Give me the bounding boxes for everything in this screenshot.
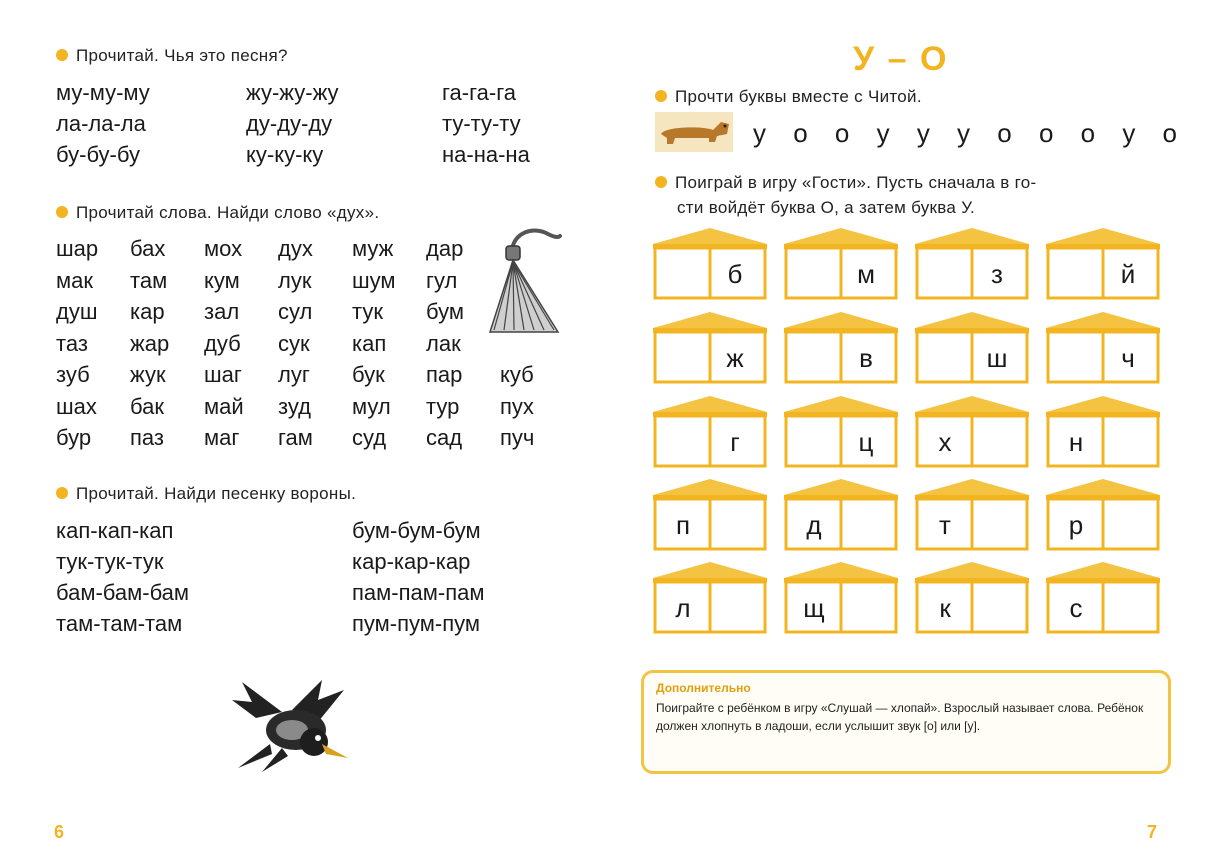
letter-house	[1044, 477, 1162, 551]
word-cell: маг	[204, 425, 240, 450]
word-cell: таз	[56, 330, 88, 356]
parent-note-box	[641, 670, 1171, 774]
house-left-room	[659, 420, 707, 464]
house-left-room	[921, 336, 969, 380]
word-cell: зал	[204, 299, 240, 324]
word-cell: шум	[352, 267, 396, 293]
house-right-room: г	[730, 427, 740, 457]
letter-house	[651, 226, 769, 300]
letter-house	[913, 394, 1031, 468]
syllable-chain: пам-пам-пам	[352, 580, 485, 605]
house-right-room: з	[991, 259, 1003, 289]
word-cell: дуб	[204, 330, 241, 356]
house-right-room	[842, 586, 890, 630]
dachshund-illustration	[655, 112, 733, 152]
syllable-chain: пум-пум-пум	[352, 611, 481, 636]
syllable-chain: на-на-на	[442, 142, 530, 167]
word-cell: дух	[278, 236, 313, 261]
letter-house	[1044, 310, 1162, 384]
letter-house	[913, 310, 1031, 384]
word-cell: сад	[426, 425, 463, 450]
word-cell: зуб	[56, 362, 90, 387]
word-cell: кум	[204, 267, 240, 293]
word-cell: бум	[426, 299, 464, 324]
right-page	[607, 0, 1214, 865]
bullet-icon	[655, 90, 667, 102]
bullet-icon	[56, 206, 68, 218]
house-right-room: ц	[858, 427, 874, 457]
instruction-words: Прочитай слова. Найди слово «дух».	[56, 203, 379, 223]
syllable-chain: ду-ду-ду	[246, 111, 333, 136]
house-left-room	[790, 336, 838, 380]
page-title: У – О	[853, 40, 949, 78]
house-left-room: щ	[803, 593, 825, 623]
word-cell: лук	[278, 267, 312, 293]
house-right-room: м	[857, 259, 875, 289]
house-left-room	[921, 252, 969, 296]
instruction-read-letters: Прочти буквы вместе с Читой.	[655, 87, 922, 107]
word-cell: бук	[352, 362, 385, 387]
house-grid	[651, 226, 1171, 636]
word-cell: дар	[426, 236, 464, 261]
house-right-room	[1104, 503, 1152, 547]
house-left-room	[659, 336, 707, 380]
house-right-room	[711, 586, 759, 630]
house-left-room: к	[939, 593, 951, 623]
word-cell: там	[130, 267, 168, 293]
house-left-room	[659, 252, 707, 296]
syllable-chain: бум-бум-бум	[352, 518, 481, 543]
house-left-room: р	[1068, 510, 1084, 540]
syllable-chain: жу-жу-жу	[246, 80, 339, 105]
house-right-room: ч	[1121, 343, 1135, 373]
letter-house	[913, 560, 1031, 634]
note-text: Поиграйте с ребёнком в игру «Слушай — хлопай». Взрослый называет слова. Ребёнок должен хлопнуть в ладоши, если услышит звук [о] или [у].	[656, 701, 1144, 733]
word-cell: тук	[352, 299, 383, 324]
syllable-chain: ла-ла-ла	[56, 111, 146, 136]
word-cell: мох	[204, 236, 243, 261]
house-left-room	[790, 252, 838, 296]
word-cell: мул	[352, 393, 391, 419]
bullet-icon	[56, 49, 68, 61]
house-left-room: л	[675, 593, 691, 623]
letter-house	[913, 226, 1031, 300]
house-right-room	[711, 503, 759, 547]
word-cell: паз	[130, 425, 164, 450]
word-cell: шах	[56, 393, 97, 419]
syllable-chain: га-га-га	[442, 80, 516, 105]
house-right-room: б	[727, 259, 743, 289]
syllable-chain: ту-ту-ту	[442, 111, 521, 136]
word-cell: кап	[352, 330, 387, 356]
house-right-room	[1104, 420, 1152, 464]
letter-house	[913, 477, 1031, 551]
word-cell: душ	[56, 299, 98, 324]
syllable-column-2	[246, 80, 339, 173]
letter-house	[651, 394, 769, 468]
letter-house	[782, 310, 900, 384]
syllable-chain: бу-бу-бу	[56, 142, 141, 167]
word-cell: пар	[426, 362, 463, 387]
word-cell: лак	[426, 330, 461, 356]
house-left-room	[790, 420, 838, 464]
house-right-room: в	[859, 343, 873, 373]
house-right-room	[973, 503, 1021, 547]
syllable-chain: там-там-там	[56, 611, 183, 636]
instruction-guests-game: Поиграй в игру «Гости». Пусть сначала в го-	[655, 173, 1036, 193]
house-right-room	[973, 420, 1021, 464]
instruction-song: Прочитай. Чья это песня?	[56, 46, 288, 66]
syllable-chain: му-му-му	[56, 80, 150, 105]
house-left-room: х	[938, 427, 952, 457]
letter-house	[782, 394, 900, 468]
house-right-room	[842, 503, 890, 547]
word-cell: кар	[130, 299, 165, 324]
word-cell: луг	[278, 362, 310, 387]
word-cell: суд	[352, 425, 387, 450]
letter-house	[651, 560, 769, 634]
letter-house	[782, 560, 900, 634]
word-cell: зуд	[278, 393, 311, 419]
crow-illustration	[222, 672, 352, 776]
page-number-left: 6	[54, 822, 65, 842]
house-right-room	[1104, 586, 1152, 630]
letter-house	[1044, 560, 1162, 634]
word-cell: муж	[352, 236, 394, 261]
letter-house	[782, 226, 900, 300]
syllable-chain: кар-кар-кар	[352, 549, 471, 574]
word-cell: гул	[426, 267, 458, 293]
word-cell: сул	[278, 299, 313, 324]
word-cell: жар	[130, 330, 170, 356]
word-cell: май	[204, 393, 244, 419]
house-left-room: н	[1068, 427, 1084, 457]
word-cell: жук	[130, 362, 166, 387]
house-left-room	[1052, 336, 1100, 380]
house-left-room: п	[675, 510, 691, 540]
word-cell: бак	[130, 393, 164, 419]
house-left-room	[1052, 252, 1100, 296]
crow-song-left-column	[56, 518, 189, 642]
syllable-column-3	[442, 80, 530, 173]
letter-house	[1044, 226, 1162, 300]
crow-song-right-column	[352, 518, 484, 642]
letter-house	[1044, 394, 1162, 468]
shower-head-icon	[482, 222, 564, 342]
house-right-room	[973, 586, 1021, 630]
instruction-crow: Прочитай. Найди песенку вороны.	[56, 484, 356, 504]
word-cell: бур	[56, 425, 92, 450]
word-cell: шаг	[204, 362, 242, 387]
word-cell: тур	[426, 393, 460, 419]
word-cell: гам	[278, 425, 313, 450]
letter-house	[782, 477, 900, 551]
house-left-room: т	[939, 510, 951, 540]
word-cell: сук	[278, 330, 310, 356]
letter-house	[651, 310, 769, 384]
house-right-room: й	[1120, 259, 1136, 289]
syllable-chain: кап-кап-кап	[56, 518, 174, 543]
word-cell: куб	[500, 362, 534, 387]
syllable-chain: ку-ку-ку	[246, 142, 324, 167]
word-cell: пуч	[500, 425, 535, 450]
page-number-right: 7	[1147, 822, 1158, 842]
word-cell: бах	[130, 236, 166, 261]
syllable-chain: тук-тук-тук	[56, 549, 164, 574]
word-cell: мак	[56, 267, 93, 293]
note-title: Дополнительно	[656, 681, 751, 695]
house-right-room: ж	[726, 343, 744, 373]
house-left-room: с	[1069, 593, 1083, 623]
bullet-icon	[56, 487, 68, 499]
word-cell: пух	[500, 393, 534, 419]
vowel-letters-row: у о о у у у о о о у о	[753, 118, 1187, 148]
house-left-room: д	[806, 510, 822, 540]
syllable-column-1	[56, 80, 150, 173]
house-right-room: ш	[986, 343, 1008, 373]
bullet-icon	[655, 176, 667, 188]
syllable-chain: бам-бам-бам	[56, 580, 190, 605]
word-cell: шар	[56, 236, 99, 261]
instruction-guests-game-line2: сти войдёт буква О, а затем буква У.	[677, 198, 976, 217]
letter-house	[651, 477, 769, 551]
